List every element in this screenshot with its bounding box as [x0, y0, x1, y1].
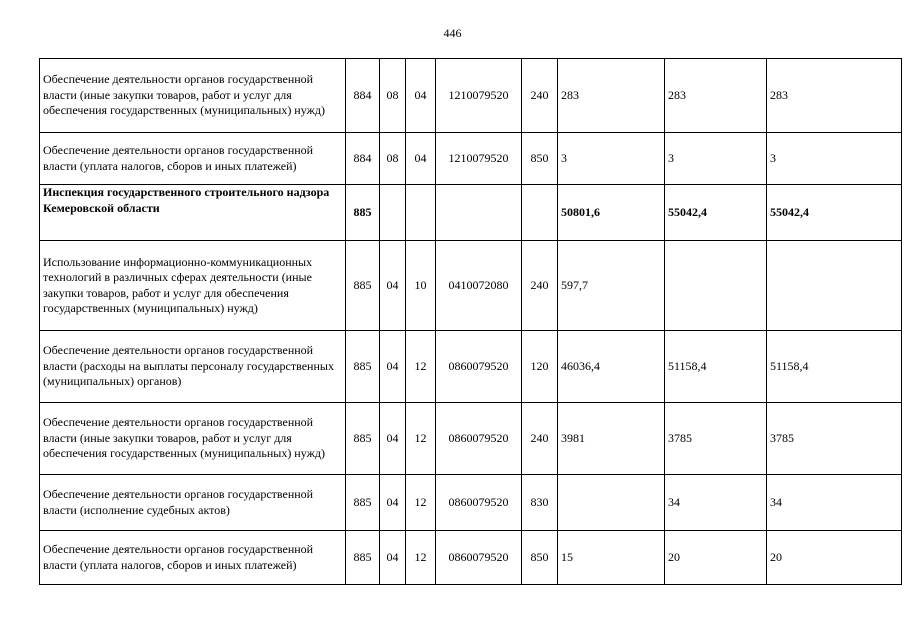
- row-description: Обеспечение деятельности органов государственной власти (уплата налогов, сборов и иных платежей): [40, 133, 346, 185]
- subsection-code: 12: [406, 475, 436, 531]
- amount-year-3: 3: [767, 133, 902, 185]
- amount-year-1: 15: [558, 531, 665, 585]
- expense-type-code: 240: [522, 59, 558, 133]
- expense-type-code: 240: [522, 241, 558, 331]
- subsection-code: 04: [406, 59, 436, 133]
- ministry-code: 885: [346, 331, 380, 403]
- row-description: Обеспечение деятельности органов государственной власти (исполнение судебных актов): [40, 475, 346, 531]
- table-row: [40, 531, 902, 585]
- amount-year-3: 34: [767, 475, 902, 531]
- table-row: [40, 475, 902, 531]
- amount-year-1: 50801,6: [558, 185, 665, 241]
- amount-year-3: 283: [767, 59, 902, 133]
- amount-year-2: 20: [665, 531, 767, 585]
- target-article-code: 0860079520: [436, 331, 522, 403]
- section-code: 04: [380, 475, 406, 531]
- ministry-code: 885: [346, 241, 380, 331]
- table-row: [40, 59, 902, 133]
- target-article-code: [436, 185, 522, 241]
- table-row: [40, 185, 902, 241]
- row-description: Обеспечение деятельности органов государственной власти (уплата налогов, сборов и иных платежей): [40, 531, 346, 585]
- row-description: Обеспечение деятельности органов государственной власти (иные закупки товаров, работ и услуг для обеспечения государственных (муниципальных) нужд): [40, 59, 346, 133]
- target-article-code: 1210079520: [436, 59, 522, 133]
- target-article-code: 0860079520: [436, 531, 522, 585]
- target-article-code: 0410072080: [436, 241, 522, 331]
- expense-type-code: [522, 185, 558, 241]
- row-description: Обеспечение деятельности органов государственной власти (иные закупки товаров, работ и услуг для обеспечения государственных (муниципальных) нужд): [40, 403, 346, 475]
- amount-year-3: 3785: [767, 403, 902, 475]
- subsection-code: 12: [406, 331, 436, 403]
- amount-year-2: 34: [665, 475, 767, 531]
- amount-year-2: 3785: [665, 403, 767, 475]
- table-row: [40, 331, 902, 403]
- expense-type-code: 120: [522, 331, 558, 403]
- amount-year-1: 597,7: [558, 241, 665, 331]
- amount-year-3: 55042,4: [767, 185, 902, 241]
- subsection-code: [406, 185, 436, 241]
- ministry-code: 884: [346, 59, 380, 133]
- expense-type-code: 240: [522, 403, 558, 475]
- page-number: 446: [443, 26, 462, 40]
- subsection-code: 12: [406, 403, 436, 475]
- table-row: [40, 133, 902, 185]
- ministry-code: 885: [346, 531, 380, 585]
- row-description: Инспекция государственного строительного надзора Кемеровской области: [40, 185, 346, 241]
- row-description: Обеспечение деятельности органов государственной власти (расходы на выплаты персоналу государственных (муниципальных) органов): [40, 331, 346, 403]
- amount-year-2: [665, 241, 767, 331]
- amount-year-2: 55042,4: [665, 185, 767, 241]
- amount-year-1: 3981: [558, 403, 665, 475]
- amount-year-1: 3: [558, 133, 665, 185]
- expense-type-code: 850: [522, 531, 558, 585]
- ministry-code: 885: [346, 475, 380, 531]
- subsection-code: 10: [406, 241, 436, 331]
- amount-year-1: 283: [558, 59, 665, 133]
- amount-year-3: 51158,4: [767, 331, 902, 403]
- target-article-code: 0860079520: [436, 403, 522, 475]
- table-row: [40, 403, 902, 475]
- section-code: 08: [380, 59, 406, 133]
- amount-year-3: 20: [767, 531, 902, 585]
- section-code: 04: [380, 241, 406, 331]
- section-code: 04: [380, 331, 406, 403]
- amount-year-1: [558, 475, 665, 531]
- row-description: Использование информационно-коммуникационных технологий в различных сферах деятельности (иные закупки товаров, работ и услуг для обеспечения государственных (муниципальных) нужд): [40, 241, 346, 331]
- amount-year-3: [767, 241, 902, 331]
- subsection-code: 12: [406, 531, 436, 585]
- amount-year-1: 46036,4: [558, 331, 665, 403]
- target-article-code: 0860079520: [436, 475, 522, 531]
- amount-year-2: 283: [665, 59, 767, 133]
- ministry-code: 884: [346, 133, 380, 185]
- subsection-code: 04: [406, 133, 436, 185]
- amount-year-2: 3: [665, 133, 767, 185]
- section-code: 04: [380, 531, 406, 585]
- section-code: 04: [380, 403, 406, 475]
- expense-type-code: 850: [522, 133, 558, 185]
- amount-year-2: 51158,4: [665, 331, 767, 403]
- ministry-code: 885: [346, 185, 380, 241]
- target-article-code: 1210079520: [436, 133, 522, 185]
- section-code: [380, 185, 406, 241]
- ministry-code: 885: [346, 403, 380, 475]
- budget-table: [39, 58, 902, 585]
- expense-type-code: 830: [522, 475, 558, 531]
- table-row: [40, 241, 902, 331]
- section-code: 08: [380, 133, 406, 185]
